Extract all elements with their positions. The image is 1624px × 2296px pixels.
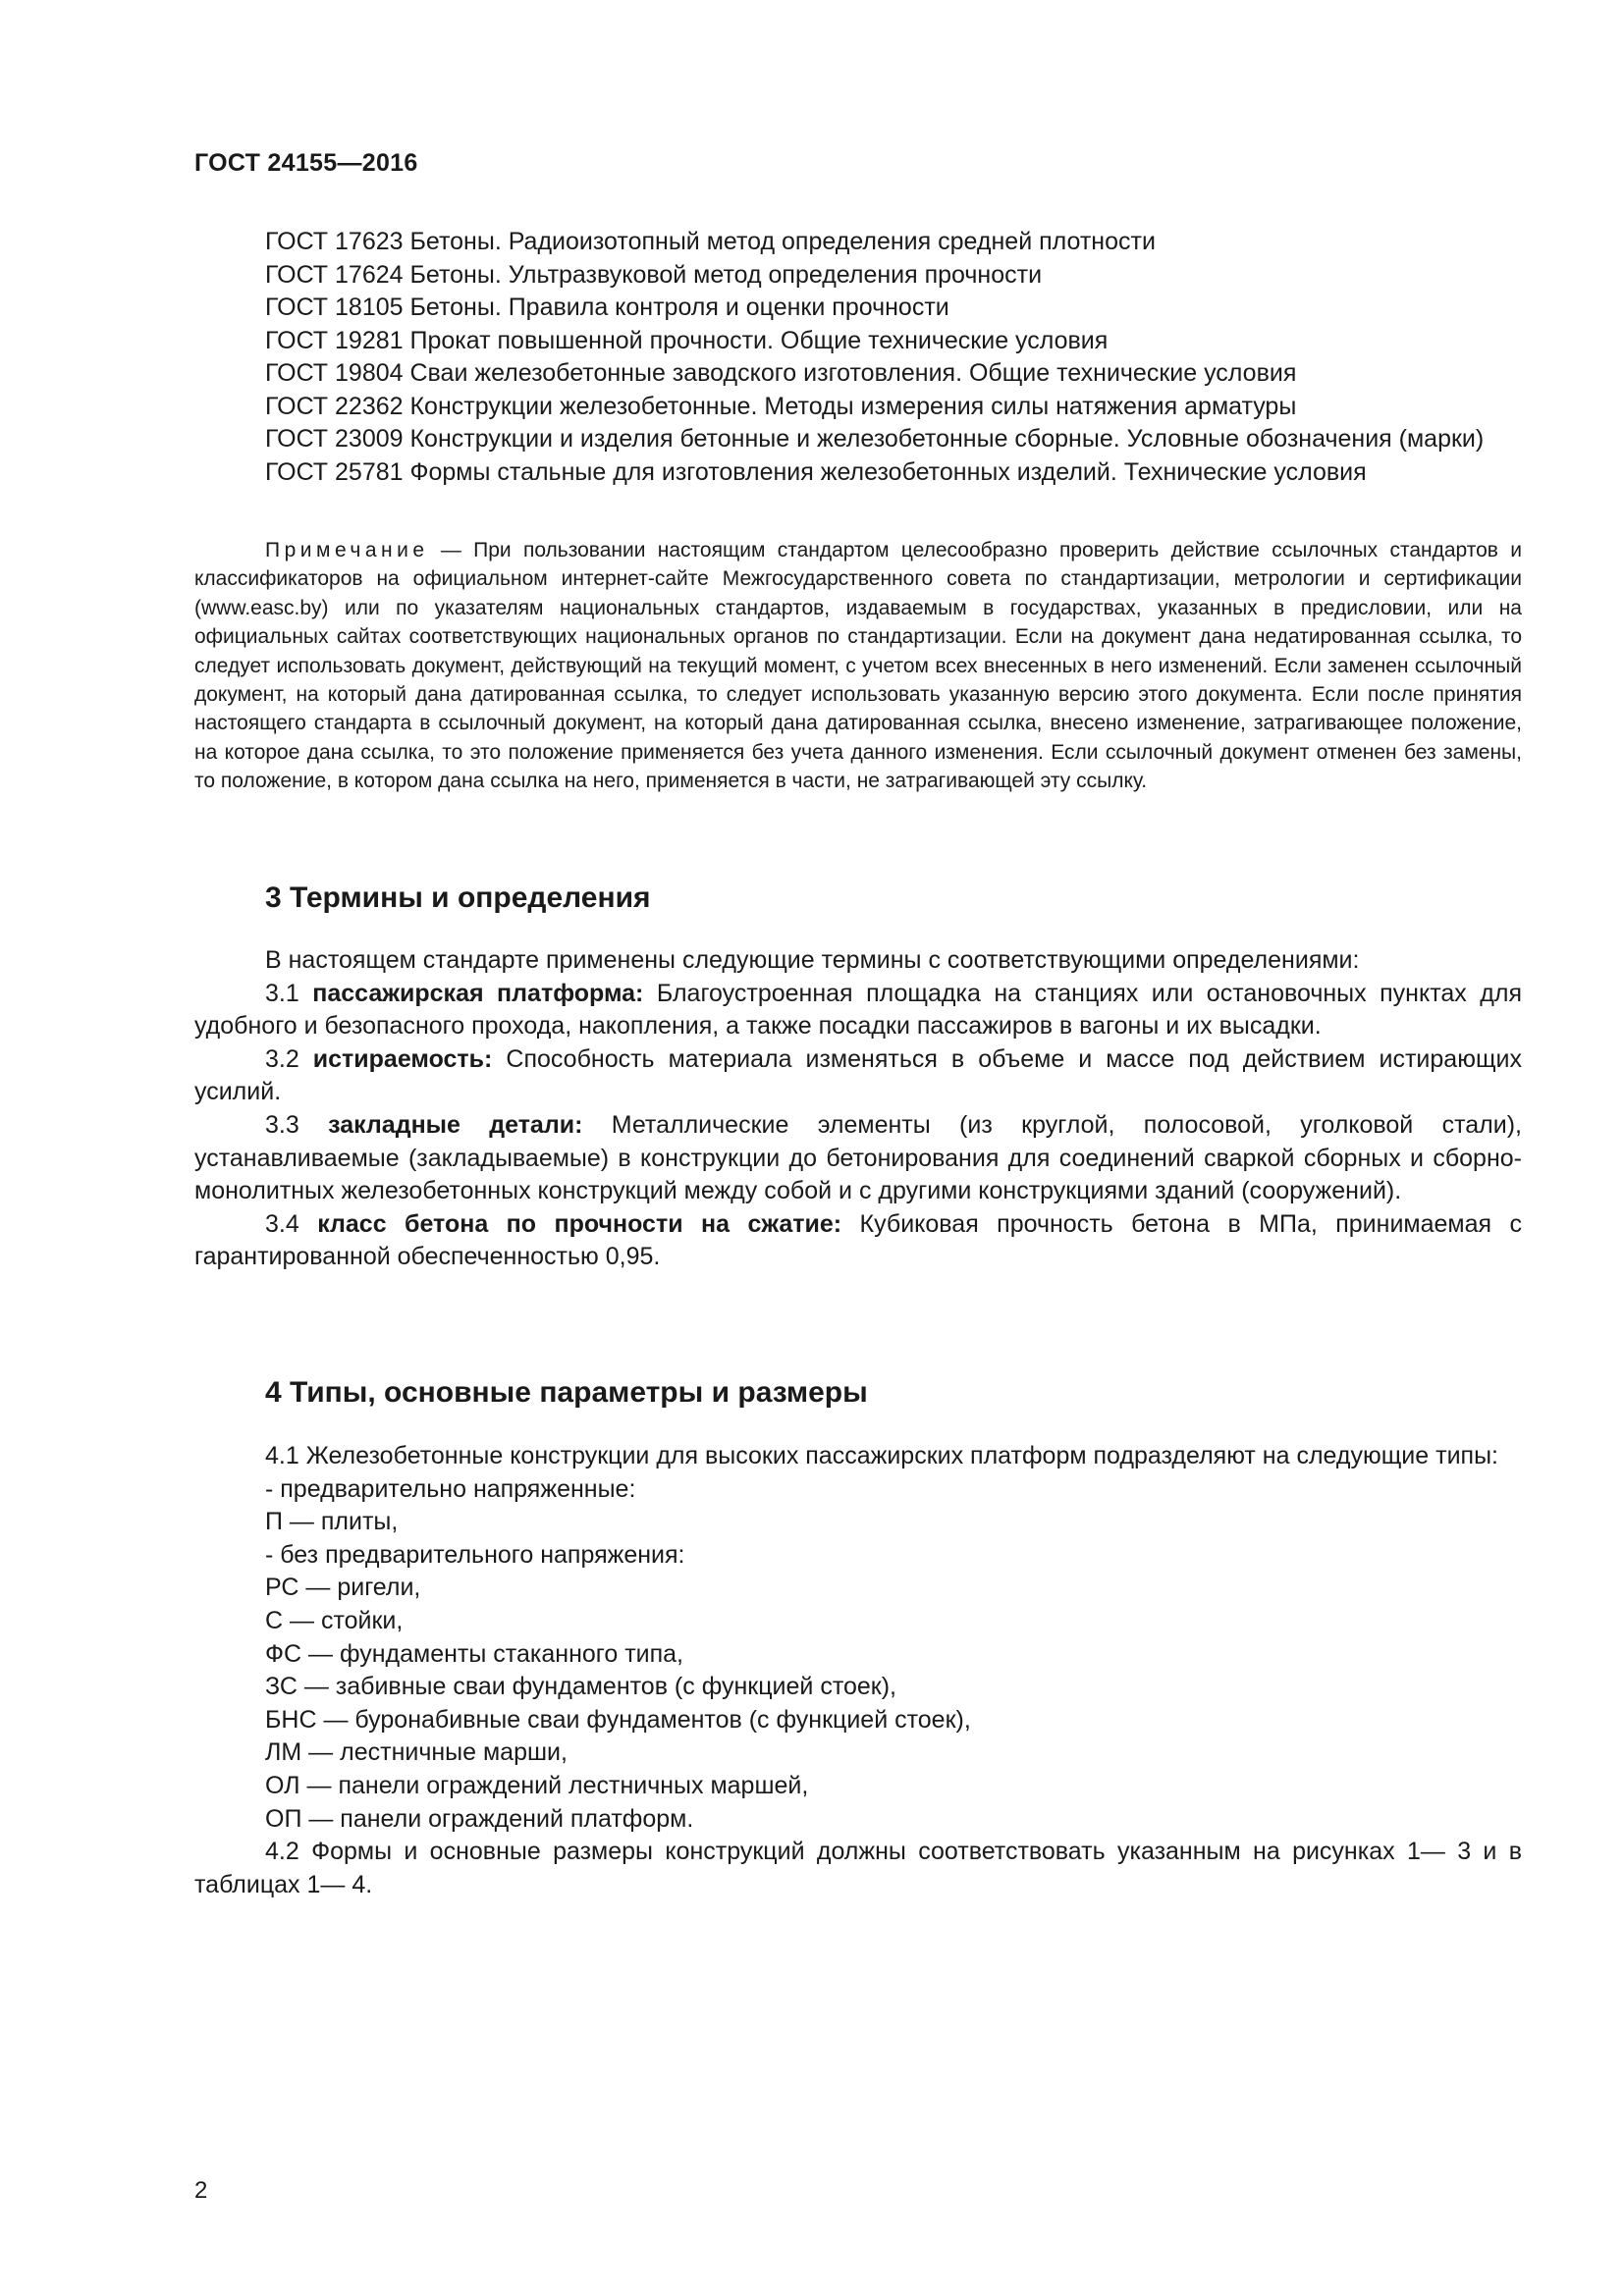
- term-number: 3.3: [265, 1110, 329, 1139]
- term-text: Кубиковая прочность бетона в МПа, принимаемая с гарантированной обеспеченностью 0,95.: [194, 1209, 1522, 1271]
- section-3-body: [194, 944, 1522, 1274]
- reference-item: ГОСТ 19281 Прокат повышенной прочности. Общие технические условия: [265, 326, 1109, 354]
- reference-item: ГОСТ 23009 Конструкции и изделия бетонные и железобетонные сборные. Условные обозначения (марки): [265, 425, 1485, 453]
- list-item: ОЛ — панели ограждений лестничных маршей,: [265, 1771, 809, 1799]
- reference-item: ГОСТ 25781 Формы стальные для изготовления железобетонных изделий. Технические условия: [265, 457, 1367, 486]
- term-name: пассажирская платформа:: [312, 979, 644, 1007]
- reference-item: ГОСТ 17624 Бетоны. Ультразвуковой метод определения прочности: [265, 260, 1043, 289]
- term-text: Благоустроенная площадка на станциях или остановочных пунктах для удобного и безопасного прохода, накопления, а также посадки пассажиров в вагоны и их высадки.: [194, 979, 1522, 1041]
- note-text: — При пользовании настоящим стандартом целесообразно проверить действие ссылочных стандартов и классификаторов на официальном интернет-сайте Межгосударственного совета по стандартизации, метрологии и сертификации (www.easc.by) или по указателям национальных стандартов, издаваемым в государствах, указанных в предисловии, или на официальных сайтах соответствующих национальных органов по стандартизации. Если на документ дана недатированная ссылка, то следует использовать документ, действующий на текущий момент, с учетом всех внесенных в него изменений. Если заменен ссылочный документ, на который дана датированная ссылка, то следует использовать указанную версию этого документа. Если после принятия настоящего стандарта в ссылочный документ, на который дана датированная ссылка, внесено изменение, затрагивающее положение, на которое дана ссылка, то это положение применяется без учета данного изменения. Если ссылочный документ отменен без замены, то положение, в котором дана ссылка на него, применяется в части, не затрагивающей эту ссылку.: [194, 539, 1522, 793]
- term-number: 3.1: [265, 979, 313, 1007]
- list-item: - предварительно напряженные:: [265, 1474, 636, 1503]
- page-number: 2: [194, 2177, 208, 2204]
- list-item: ФС — фундаменты стаканного типа,: [265, 1639, 684, 1668]
- term-definition: [194, 1043, 1522, 1109]
- reference-item: ГОСТ 22362 Конструкции железобетонные. Методы измерения силы натяжения арматуры: [265, 392, 1297, 420]
- list-item: П — плиты,: [265, 1508, 399, 1536]
- list-item: - без предварительного напряжения:: [265, 1540, 685, 1569]
- term-number: 3.4: [265, 1209, 318, 1238]
- list-item: БНС — буронабивные сваи фундаментов (с функцией стоек),: [265, 1705, 971, 1734]
- reference-item: ГОСТ 19804 Сваи железобетонные заводского изготовления. Общие технические условия: [265, 359, 1297, 387]
- term-name: класс бетона по прочности на сжатие:: [317, 1209, 842, 1238]
- term-definition: [194, 978, 1522, 1043]
- list-item: ЗС — забивные сваи фундаментов (с функцией стоек),: [265, 1673, 897, 1701]
- document-header: ГОСТ 24155—2016: [194, 149, 418, 177]
- section-4-title: 4 Типы, основные параметры и размеры: [265, 1376, 868, 1409]
- list-item: ОП — панели ограждений платформ.: [265, 1804, 694, 1833]
- normative-references-list: [194, 226, 1522, 489]
- reference-item: ГОСТ 18105 Бетоны. Правила контроля и оценки прочности: [265, 294, 949, 321]
- term-number: 3.2: [265, 1044, 313, 1073]
- section-4-body: [194, 1440, 1522, 1901]
- note-block: [194, 536, 1522, 796]
- clause-4-2: 4.2 Формы и основные размеры конструкций должны соответствовать указанным на рисунках 1— 3 и в таблицах 1— 4.: [194, 1838, 1522, 1898]
- clause-4-1: 4.1 Железобетонные конструкции для высоких пассажирских платформ подразделяют на следующие типы:: [265, 1442, 1498, 1469]
- term-text: Способность материала изменяться в объеме и массе под действием истирающих усилий.: [194, 1044, 1522, 1106]
- term-name: истираемость:: [312, 1044, 493, 1073]
- section-3-intro: В настоящем стандарте применены следующие термины с соответствующими определениями:: [265, 946, 1360, 974]
- term-text: Металлические элементы (из круглой, полосовой, уголковой стали), устанавливаемые (закладываемые) в конструкции до бетонирования для соединений сваркой сборных и сборно-монолитных железобетонных конструкций между собой и с другими конструкциями зданий (сооружений).: [194, 1110, 1522, 1205]
- note-paragraph: [194, 536, 1522, 796]
- list-item: ЛМ — лестничные марши,: [265, 1738, 568, 1767]
- list-item: РС — ригели,: [265, 1574, 421, 1602]
- term-definition: [194, 1208, 1522, 1274]
- term-definition: [194, 1109, 1522, 1208]
- reference-item: ГОСТ 17623 Бетоны. Радиоизотопный метод определения средней плотности: [265, 228, 1156, 255]
- term-name: закладные детали:: [328, 1110, 583, 1139]
- list-item: С — стойки,: [265, 1606, 404, 1634]
- section-3-title: 3 Термины и определения: [265, 881, 651, 914]
- note-label: Примечание: [265, 539, 429, 561]
